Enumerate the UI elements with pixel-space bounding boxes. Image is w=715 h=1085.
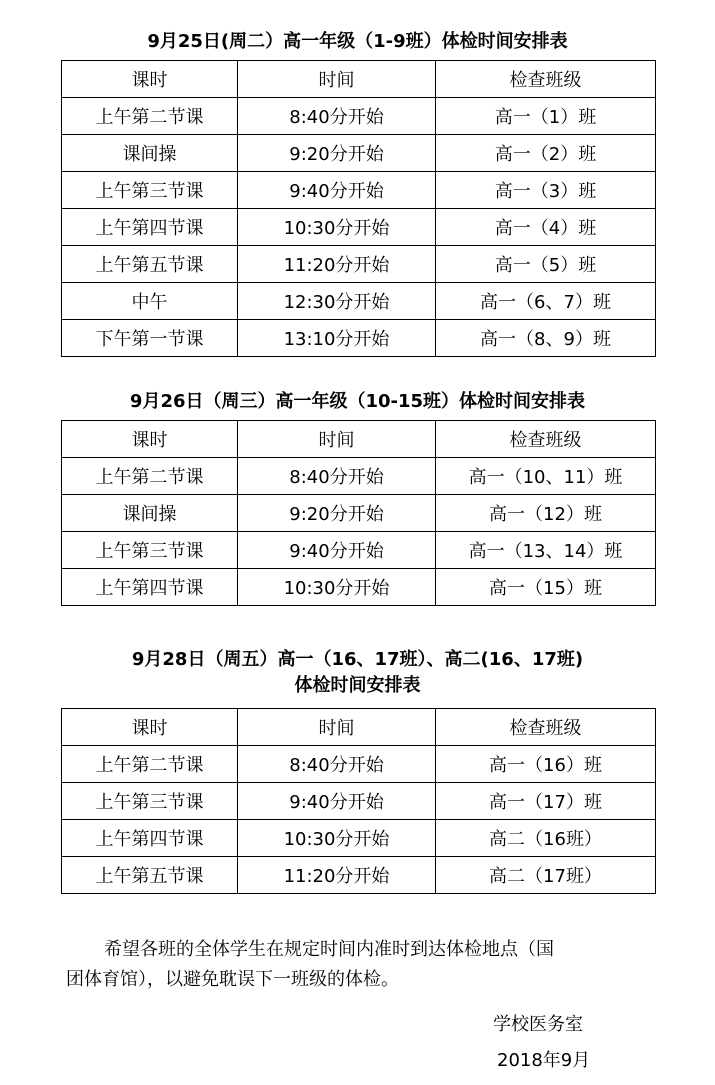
schedule-table-1 xyxy=(61,60,656,357)
table-header-row xyxy=(62,61,656,98)
period-cell: 上午第四节课 xyxy=(62,820,238,857)
table-row xyxy=(62,172,656,209)
period-cell: 上午第五节课 xyxy=(62,857,238,894)
period-cell: 上午第二节课 xyxy=(62,98,238,135)
time-cell: 8:40分开始 xyxy=(238,458,436,495)
period-cell: 中午 xyxy=(62,283,238,320)
notice-line-2: 团体育馆），以避免耽误下一班级的体检。 xyxy=(66,969,399,990)
section-1-title xyxy=(0,29,715,55)
section-3-title-line-1: 9月28日（周五）高一（16、17班）、高二(16、17班) xyxy=(131,649,584,670)
period-cell: 上午第二节课 xyxy=(62,746,238,783)
time-cell: 9:20分开始 xyxy=(238,495,436,532)
class-cell: 高二（17班） xyxy=(436,857,656,894)
column-header: 检查班级 xyxy=(436,61,656,98)
table-row xyxy=(62,98,656,135)
table-row xyxy=(62,209,656,246)
table-row xyxy=(62,495,656,532)
time-cell: 10:30分开始 xyxy=(238,820,436,857)
section-3-title xyxy=(0,647,715,699)
table-row xyxy=(62,320,656,357)
table-header-row xyxy=(62,709,656,746)
class-cell: 高一（16）班 xyxy=(436,746,656,783)
section-1-title-line: 9月25日(周二）高一年级（1-9班）体检时间安排表 xyxy=(147,31,568,52)
column-header: 课时 xyxy=(62,421,238,458)
column-header: 检查班级 xyxy=(436,709,656,746)
period-cell: 上午第三节课 xyxy=(62,532,238,569)
time-cell: 10:30分开始 xyxy=(238,209,436,246)
time-cell: 10:30分开始 xyxy=(238,569,436,606)
column-header: 课时 xyxy=(62,709,238,746)
column-header: 时间 xyxy=(238,61,436,98)
class-cell: 高一（15）班 xyxy=(436,569,656,606)
class-cell: 高一（6、7）班 xyxy=(436,283,656,320)
period-cell: 上午第四节课 xyxy=(62,209,238,246)
class-cell: 高一（1）班 xyxy=(436,98,656,135)
class-cell: 高一（8、9）班 xyxy=(436,320,656,357)
table-row xyxy=(62,746,656,783)
class-cell: 高一（12）班 xyxy=(436,495,656,532)
period-cell: 上午第三节课 xyxy=(62,172,238,209)
class-cell: 高一（17）班 xyxy=(436,783,656,820)
time-cell: 8:40分开始 xyxy=(238,98,436,135)
period-cell: 课间操 xyxy=(62,495,238,532)
class-cell: 高一（13、14）班 xyxy=(436,532,656,569)
period-cell: 上午第五节课 xyxy=(62,246,238,283)
column-header: 课时 xyxy=(62,61,238,98)
class-cell: 高一（3）班 xyxy=(436,172,656,209)
table-row xyxy=(62,283,656,320)
column-header: 检查班级 xyxy=(436,421,656,458)
time-cell: 13:10分开始 xyxy=(238,320,436,357)
class-cell: 高一（5）班 xyxy=(436,246,656,283)
time-cell: 12:30分开始 xyxy=(238,283,436,320)
table-row xyxy=(62,783,656,820)
table-row xyxy=(62,135,656,172)
notice-line-1: 希望各班的全体学生在规定时间内准时到达体检地点（国 xyxy=(104,939,554,960)
table-row xyxy=(62,458,656,495)
time-cell: 11:20分开始 xyxy=(238,246,436,283)
period-cell: 上午第四节课 xyxy=(62,569,238,606)
table-row xyxy=(62,857,656,894)
table-header-row xyxy=(62,421,656,458)
notice-paragraph xyxy=(66,935,656,995)
signature-date: 2018年9月 xyxy=(497,1050,591,1071)
table-row xyxy=(62,246,656,283)
period-cell: 上午第二节课 xyxy=(62,458,238,495)
column-header: 时间 xyxy=(238,421,436,458)
section-2-title-line: 9月26日（周三）高一年级（10-15班）体检时间安排表 xyxy=(129,391,586,412)
period-cell: 上午第三节课 xyxy=(62,783,238,820)
time-cell: 8:40分开始 xyxy=(238,746,436,783)
class-cell: 高一（4）班 xyxy=(436,209,656,246)
class-cell: 高一（2）班 xyxy=(436,135,656,172)
table-row xyxy=(62,820,656,857)
section-3-title-line-2: 体检时间安排表 xyxy=(294,675,421,696)
period-cell: 课间操 xyxy=(62,135,238,172)
time-cell: 9:40分开始 xyxy=(238,172,436,209)
time-cell: 9:40分开始 xyxy=(238,783,436,820)
time-cell: 9:20分开始 xyxy=(238,135,436,172)
signature-office: 学校医务室 xyxy=(493,1014,583,1035)
schedule-table-2 xyxy=(61,420,656,606)
class-cell: 高二（16班） xyxy=(436,820,656,857)
table-row xyxy=(62,532,656,569)
class-cell: 高一（10、11）班 xyxy=(436,458,656,495)
table-row xyxy=(62,569,656,606)
section-2-title xyxy=(0,389,715,415)
column-header: 时间 xyxy=(238,709,436,746)
time-cell: 9:40分开始 xyxy=(238,532,436,569)
time-cell: 11:20分开始 xyxy=(238,857,436,894)
schedule-table-3 xyxy=(61,708,656,894)
period-cell: 下午第一节课 xyxy=(62,320,238,357)
